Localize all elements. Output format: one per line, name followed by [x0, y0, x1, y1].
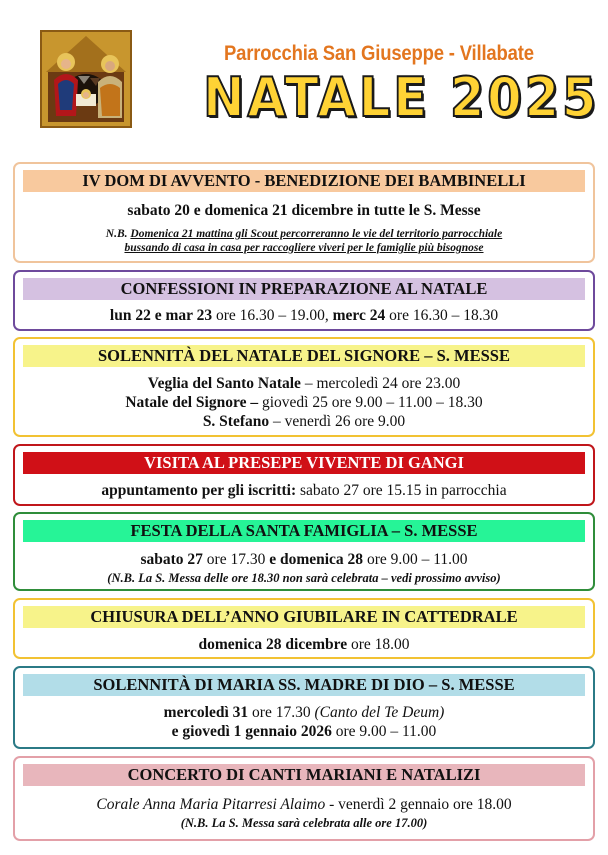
event-time: sabato 27 ore 15.15 in parrocchia	[296, 482, 507, 499]
section-madre-di-dio	[13, 666, 595, 749]
section-confessioni	[13, 270, 595, 331]
section-concerto	[13, 756, 595, 841]
event-note: (Canto del Te Deum)	[314, 704, 445, 721]
section-heading: CONCERTO DI CANTI MARIANI E NATALIZI	[23, 764, 585, 786]
section-heading: FESTA DELLA SANTA FAMIGLIA – S. MESSE	[23, 520, 585, 542]
time-label: ore 16.30 – 18.30	[385, 307, 499, 324]
section-heading: SOLENNITÀ DI MARIA SS. MADRE DI DIO – S. MESSE	[23, 674, 585, 696]
event-label: Natale del Signore –	[125, 394, 259, 411]
section-santa-famiglia	[13, 512, 595, 591]
conjunction: e	[269, 551, 277, 568]
note-text: Domenica 21 mattina gli Scout percorreranno le vie del territorio parrocchiale	[130, 228, 503, 240]
time-label: ore 9.00 – 11.00	[331, 723, 437, 740]
section-line	[15, 703, 593, 722]
section-line	[15, 795, 593, 814]
day-label: domenica 28 dicembre	[198, 636, 348, 653]
event-time: – venerdì 26 ore 9.00	[269, 413, 406, 430]
parish-name: Parrocchia San Giuseppe - Villabate	[224, 42, 534, 65]
section-note: (N.B. La S. Messa sarà celebrata alle ore 17.00)	[180, 816, 428, 830]
section-line	[15, 306, 593, 325]
event-label: appuntamento per gli iscritti:	[101, 482, 297, 499]
section-line	[15, 635, 593, 654]
time-label: ore 9.00 – 11.00	[363, 551, 468, 568]
section-presepe	[13, 444, 595, 506]
section-avvento	[13, 162, 595, 263]
nativity-icon-image	[40, 30, 132, 128]
event-time: – mercoledì 24 ore 23.00	[300, 375, 461, 392]
section-note	[15, 227, 593, 241]
section-line	[15, 722, 593, 741]
event-label: S. Stefano	[202, 413, 270, 430]
performer-name: Corale Anna Maria Pitarresi Alaimo	[96, 796, 326, 813]
section-line	[15, 374, 593, 393]
section-line	[15, 412, 593, 431]
section-line	[15, 550, 593, 569]
note-prefix: N.B.	[105, 228, 128, 240]
time-label: ore 17.30	[248, 704, 315, 721]
day-label: e giovedì 1 gennaio 2026	[171, 723, 332, 740]
time-label: - venerdì 2 gennaio ore 18.00	[325, 796, 512, 813]
section-note-2: bussando di casa in casa per raccogliere viveri per le famiglie più bisognose	[124, 242, 484, 254]
section-natale	[13, 337, 595, 437]
event-label: Veglia del Santo Natale	[147, 375, 301, 392]
section-line	[15, 393, 593, 412]
section-line	[15, 481, 593, 500]
event-time: giovedì 25 ore 9.00 – 11.00 – 18.30	[258, 394, 483, 411]
header	[0, 0, 608, 160]
day-label: lun 22 e mar 23	[109, 307, 213, 324]
section-heading: CONFESSIONI IN PREPARAZIONE AL NATALE	[23, 278, 585, 300]
day-label: merc 24	[332, 307, 386, 324]
page-title: NATALE 2025	[203, 66, 600, 129]
day-label: sabato 27	[140, 551, 203, 568]
section-note: (N.B. La S. Messa delle ore 18.30 non sarà celebrata – vedi prossimo avviso)	[107, 571, 501, 585]
section-heading: IV DOM DI AVVENTO - BENEDIZIONE DEI BAMBINELLI	[23, 170, 585, 192]
section-heading: CHIUSURA DELL’ANNO GIUBILARE IN CATTEDRALE	[23, 606, 585, 628]
section-heading: VISITA AL PRESEPE VIVENTE DI GANGI	[23, 452, 585, 474]
time-label: ore 18.00	[347, 636, 410, 653]
section-line: sabato 20 e domenica 21 dicembre in tutte le S. Messe	[127, 202, 481, 219]
time-label: ore 16.30 – 19.00,	[212, 307, 333, 324]
day-label: domenica 28	[276, 551, 364, 568]
time-label: ore 17.30	[202, 551, 270, 568]
section-giubileo	[13, 598, 595, 659]
section-heading: SOLENNITÀ DEL NATALE DEL SIGNORE – S. MESSE	[23, 345, 585, 367]
day-label: mercoledì 31	[163, 704, 249, 721]
